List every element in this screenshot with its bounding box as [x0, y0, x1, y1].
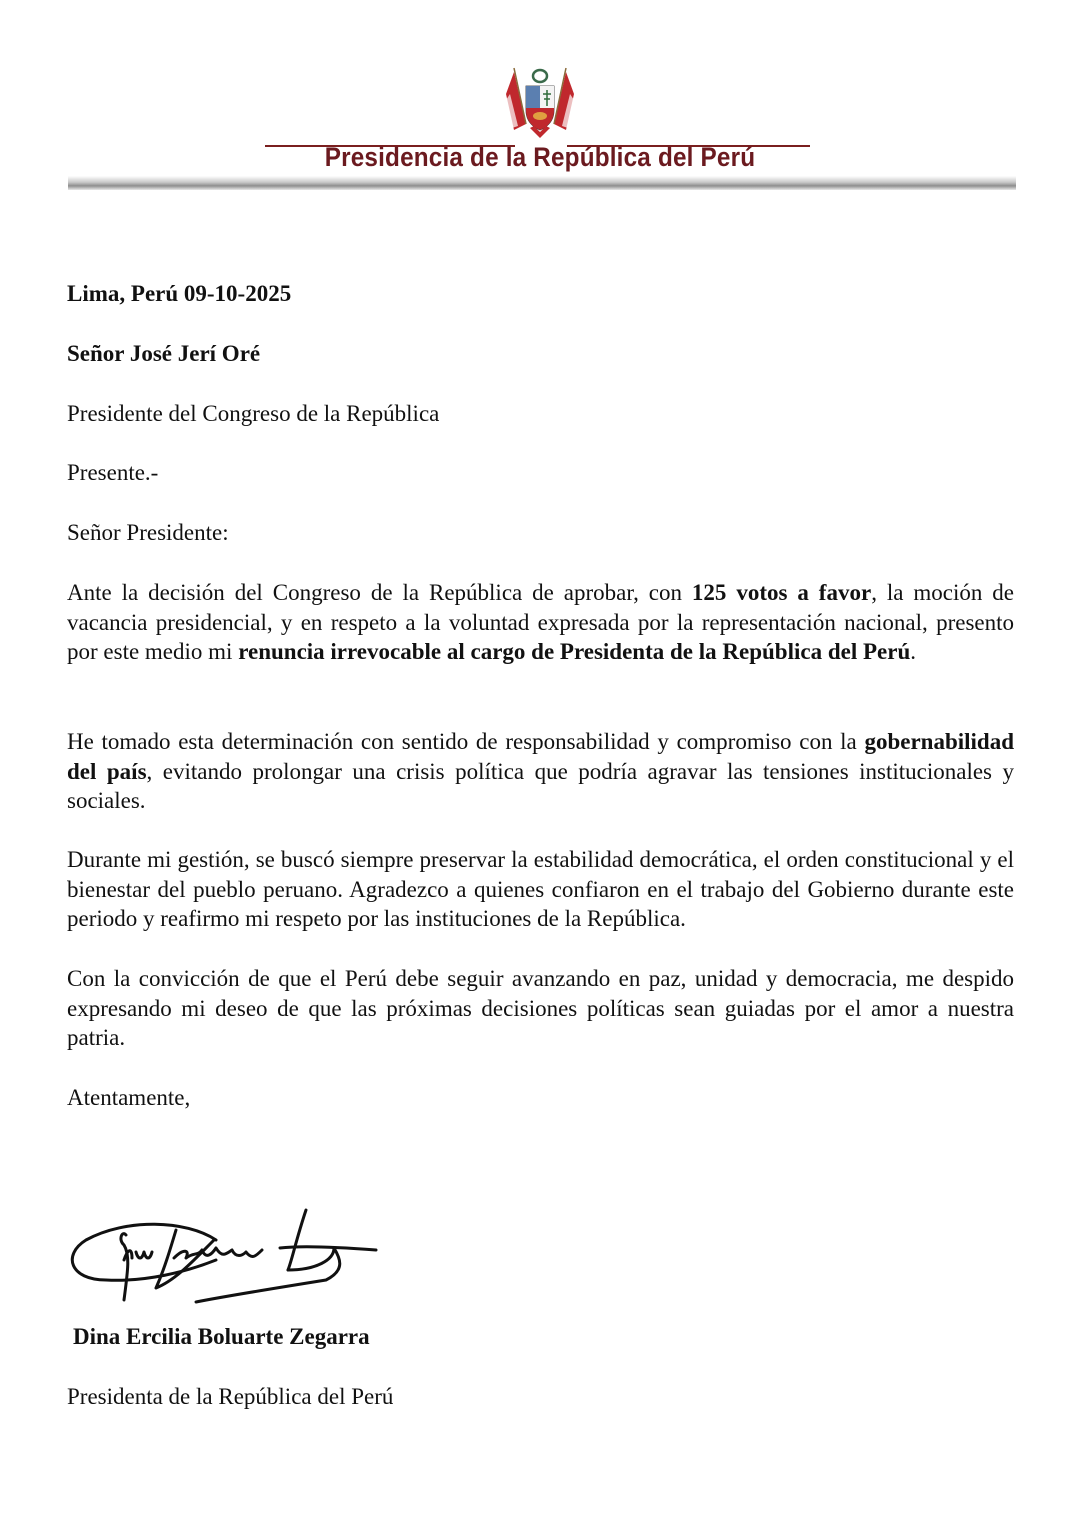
place-date: Lima, Perú 09-10-2025: [67, 281, 292, 306]
paragraph-text: , la moción de vacancia presidencial, y en respeto a la voluntad expresada por la representación nacional, presento por este medio mi: [67, 580, 1015, 664]
paragraph-text: Ante la decisión del Congreso de la República de aprobar, con: [67, 580, 692, 605]
recipient-title: Presidente del Congreso de la República: [67, 401, 440, 426]
paragraph: [67, 727, 1014, 816]
emphasis-text: 125 votos a favor: [691, 580, 872, 605]
paragraph: [67, 845, 1014, 934]
emphasis-text: gobernabilidad del país: [67, 729, 1014, 784]
letterhead-title: Presidencia de la República del Perú: [324, 142, 756, 172]
letterhead: [0, 0, 1080, 200]
paragraph-text: Durante mi gestión, se buscó siempre preservar la estabilidad democrática, el orden constitucional y el bienestar del pueblo peruano. Agradezco a quienes confiaron en el trabajo del Gobierno durante este periodo y reafirmo mi respeto por las instituciones de la República.: [67, 847, 1014, 931]
presente: Presente.-: [67, 460, 159, 485]
header-shadow-divider: [68, 176, 1016, 190]
paragraph-text: .: [910, 639, 916, 664]
coat-of-arms-icon: [500, 64, 580, 146]
emphasis-text: renuncia irrevocable al cargo de Presidenta de la República del Perú: [238, 639, 911, 664]
salutation: Señor Presidente:: [67, 520, 229, 545]
signer-title: Presidenta de la República del Perú: [67, 1384, 394, 1409]
closing: Atentamente,: [67, 1085, 191, 1110]
paragraph: [67, 964, 1014, 1053]
paragraph-text: He tomado esta determinación con sentido de responsabilidad y compromiso con la: [67, 729, 865, 754]
paragraph-text: , evitando prolongar una crisis política que podría agravar las tensiones institucionales y sociales.: [67, 758, 1014, 813]
paragraph: [67, 578, 1014, 667]
signature-image: [66, 1200, 396, 1312]
paragraph-text: Con la convicción de que el Perú debe seguir avanzando en paz, unidad y democracia, me despido expresando mi deseo de que las próximas decisiones políticas sean guiadas por el amor a nuestra patria.: [67, 966, 1014, 1050]
recipient-name: Señor José Jerí Oré: [67, 341, 261, 366]
signer-name: Dina Ercilia Boluarte Zegarra: [73, 1324, 370, 1349]
